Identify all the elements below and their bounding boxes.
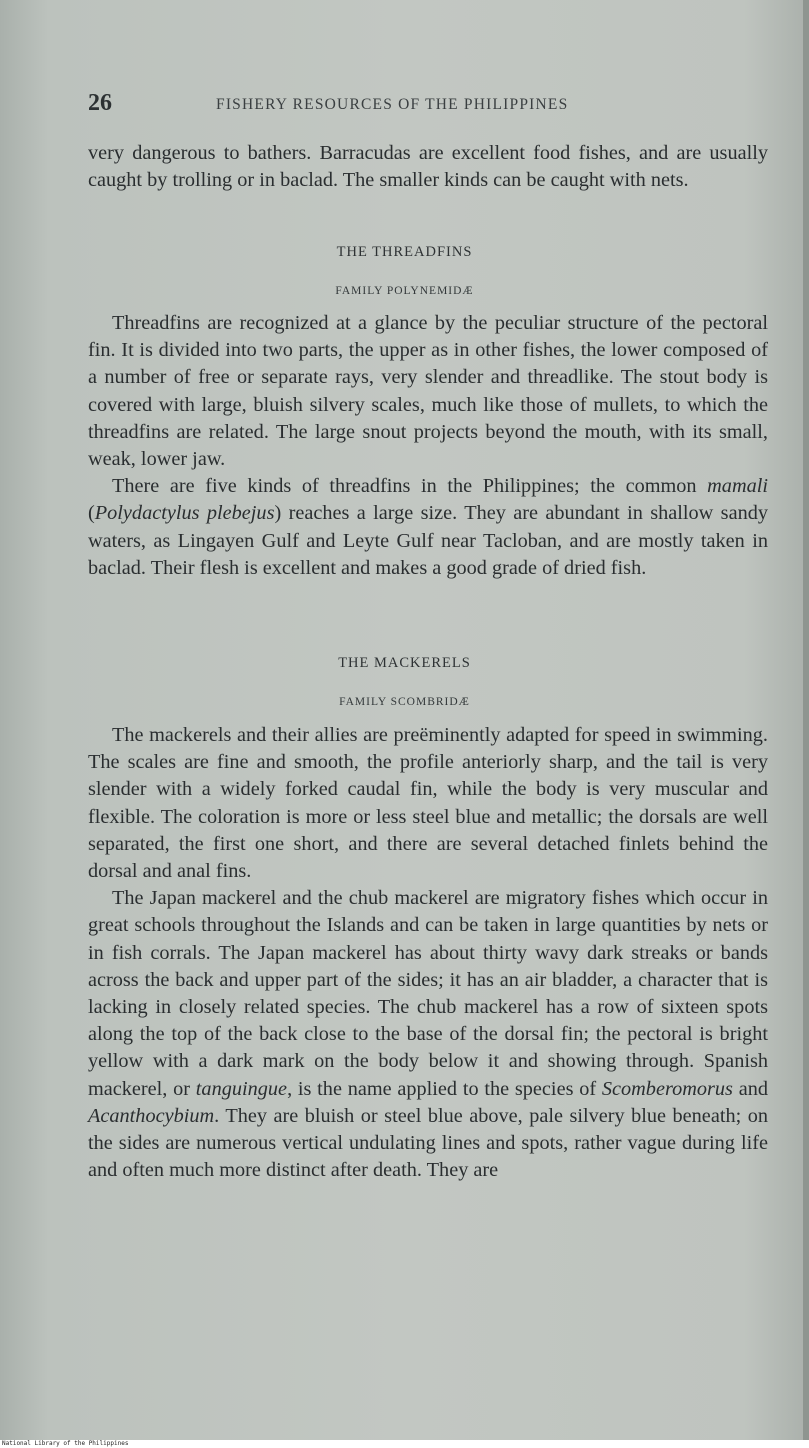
species-common-name: mamali: [707, 475, 768, 498]
intro-paragraph: very dangerous to bathers. Barracudas are excellent food fishes, and are usually caught by trolling or in baclad. The smaller kinds can be caught with nets.: [88, 142, 768, 192]
genus-name-acanthocybium: Acanthocybium: [88, 1104, 215, 1127]
running-header: [88, 90, 769, 116]
species-local-name: tanguingue: [195, 1077, 288, 1100]
species-scientific-name: Polydactylus plebejus: [94, 502, 275, 525]
library-credit: National Library of the Philippines: [2, 1440, 129, 1447]
genus-name-scomberomorus: Scomberomorus: [601, 1077, 733, 1100]
section-heading-mackerels: THE MACKERELS: [338, 655, 471, 671]
mackerels-paragraph-1: The mackerels and their allies are preëminently adapted for speed in swimming. The scales are fine and smooth, the profile anteriorly sharp, and the tail is very slender with a widely forked caudal fin, while the body is very muscular and flexible. The coloration is more or less steel blue and metallic; the dorsals are well separated, the first one short, and there are several detached finlets behind the dorsal and anal fins.: [88, 724, 768, 883]
family-label-polynemidae: FAMILY POLYNEMIDÆ: [335, 285, 474, 297]
intro-paragraph-block: [88, 140, 768, 194]
running-title: FISHERY RESOURCES OF THE PHILIPPINES: [216, 96, 569, 113]
page-edge: [803, 0, 809, 1440]
mackerels-body: [88, 722, 768, 1184]
page-number: 26: [88, 90, 112, 116]
threadfins-paragraph-2: There are five kinds of threadfins in the Philippines; the common mamali (Polydactylus plebejus) reaches a large size. They are abundant in shallow sandy waters, as Lingayen Gulf and Leyte Gulf near Tacloban, and are mostly taken in baclad. Their flesh is excellent and makes a good grade of dried fish.: [88, 475, 768, 579]
threadfins-paragraph-1: Threadfins are recognized at a glance by the peculiar structure of the pectoral fin. It is divided into two parts, the upper as in other fishes, the lower composed of a number of free or separate rays, very slender and threadlike. The stout body is covered with large, bluish silvery scales, much like those of mullets, to which the threadfins are related. The large snout projects beyond the mouth, with its small, weak, lower jaw.: [88, 312, 768, 471]
scan-footer: [0, 1440, 809, 1448]
family-label-scombridae: FAMILY SCOMBRIDÆ: [339, 696, 470, 708]
threadfins-body: [88, 310, 768, 582]
section-heading-threadfins: THE THREADFINS: [336, 244, 473, 260]
mackerels-paragraph-2: The Japan mackerel and the chub mackerel are migratory fishes which occur in great schools throughout the Islands and can be taken in large quantities by nets or in fish corrals. The Japan mackerel has about thirty wavy dark streaks or bands across the back and upper part of the sides; it has an air bladder, a character that is lacking in closely related species. The chub mackerel has a row of sixteen spots along the top of the back close to the base of the dorsal fin; the pectoral is bright yellow with a dark mark on the body below it and showing through. Spanish mackerel, or tanguingue, is the name applied to the species of Scomberomorus and Acanthocybium. They are bluish or steel blue above, pale silvery blue beneath; on the sides are numerous vertical undulating lines and spots, rather vague during life and often much more distinct after death. They are: [88, 887, 768, 1182]
